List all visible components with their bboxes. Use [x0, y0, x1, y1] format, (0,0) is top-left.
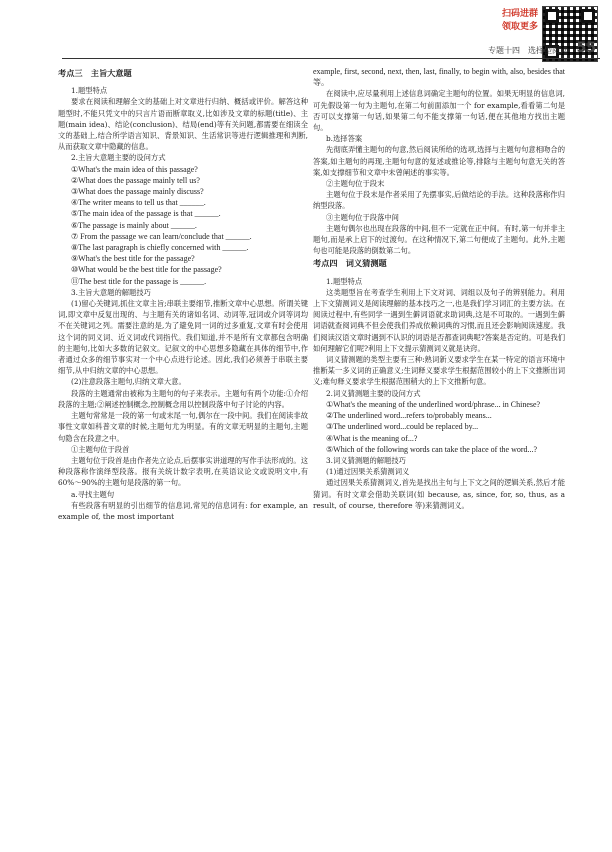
paragraph: 1.题型特点 — [71, 86, 108, 96]
paragraph: 主题句偶尔也出现在段落的中间,但不一定就在正中间。有时,第一句并非主题句,而是承上启下的过渡句。在这种情况下,第二句便成了主题句。此外,主题句也可能是段落的倒数第二句。 — [313, 223, 565, 256]
question-item: ⑩What would be the best title for the passage? — [71, 265, 222, 275]
paragraph: (2)注意段落主题句,归纳文章大意。 — [71, 377, 186, 387]
question-item: ③What does the passage mainly discuss? — [71, 187, 204, 197]
question-item: ⑥The passage is mainly about ______. — [71, 220, 197, 230]
paragraph: 段落的主题通常由被称为主题句的句子来表示。主题句有两个功能:①介绍段落的主题;②阐述控制概念,控制概念用以控制段落中句子讨论的内容。 — [58, 388, 308, 409]
chapter-title: 专题十四 选择型阅读 — [488, 46, 568, 55]
question-item: ⑨What's the best title for the passage? — [71, 254, 195, 264]
paragraph: 这类题型旨在考查学生利用上下文对词、词组以及句子的辨别能力。利用上下文猜测词义是阅读理解的基本技巧之一,也是我们学习词汇的主要方法。在阅读过程中,有些同学一遇到生僻词语就求助词典,这是不可取的。一遇到生僻词语就查阅词典不但会使我们养成依赖词典的习惯,而且还会影响阅读速度。我们阅读汉语文章时遇到不认识的词语是否都查词典呢?答案是否定的。可是我们如何理解它们呢?利用上下文提示猜测词义就是诀窍。 — [313, 287, 566, 353]
question-item: ④What is the meaning of...? — [326, 433, 418, 443]
paragraph: 在阅读中,应尽量利用上述信息词确定主题句的位置。如果无明显的信息词,可先假设第一句为主题句,在第二句前面添加一个 for example,看看第二句是否可以支撑第一句话,如果第二句不能支撑第一句话,便在其他地方找出主题句。 — [313, 89, 565, 133]
paragraph: ③主题句位于段落中间 — [326, 212, 399, 222]
question-item: ⑧The last paragraph is chiefly concerned with ______. — [71, 243, 249, 253]
paragraph: 有些段落有明显的引出细节的信息词,常见的信息词有: for example, an example of, the most important — [58, 500, 308, 521]
paragraph: b.选择答案 — [326, 134, 363, 144]
paragraph: 2.词义猜测题主要的设问方式 — [326, 388, 421, 398]
section-heading: 考点三 主旨大意题 — [58, 68, 132, 78]
right-column — [313, 66, 565, 511]
question-item: ①What's the main idea of this passage? — [71, 164, 198, 174]
header-divider — [62, 58, 600, 59]
paragraph: 主题句位于段末是作者采用了先摆事实,后做结论的手法。这种段落称作归纳型段落。 — [313, 190, 565, 211]
paragraph: 词义猜测题的类型主要有三种:熟词新义要求学生在某一特定的语言环境中推断某一多义词的正确意义;生词释义要求学生根据范围较小的上下文推断出词义;难句释义要求学生根据范围稍大的上下文推断句意。 — [313, 355, 565, 387]
question-item: ④The writer means to tell us that ______. — [71, 198, 206, 208]
paragraph: 1.题型特点 — [326, 276, 363, 286]
page-header — [0, 0, 612, 60]
paragraph: ②主题句位于段末 — [326, 179, 385, 189]
promo-line-2: 领取更多 — [501, 22, 538, 32]
paragraph: 主题句位于段首是由作者先立论点,后摆事实讲道理的写作手法形成的。这种段落称作演绎型段落。报有关统计数字表明,在英语议论文或说明文中,有60%～90%的主题句是段落的第一句。 — [58, 455, 308, 488]
promo-line-1: 扫码进群 — [501, 9, 538, 19]
page-number: 55 — [576, 40, 596, 56]
question-item: ⑦ From the passage we can learn/conclude that ______. — [71, 231, 252, 241]
question-item: ⑤The main idea of the passage is that ______. — [71, 209, 221, 219]
question-item: ③The underlined word...could be replaced by... — [326, 422, 479, 432]
paragraph: 主题句常常是一段的第一句或末尾一句,偶尔在一段中间。我们在阅读非故事性文章如科普文章的时候,主题句尤为明显。有的文章无明显的主题句,主题句隐含在段意之中。 — [58, 411, 308, 443]
question-item: ⑪The best title for the passage is ______. — [71, 276, 207, 286]
left-column — [58, 66, 308, 522]
section-heading: 考点四 词义猜测题 — [313, 258, 387, 269]
question-item: ②What does the passage mainly tell us? — [71, 175, 200, 185]
paragraph: 2.主旨大意题主要的设问方式 — [71, 153, 166, 163]
paragraph: 3.词义猜测题的解题技巧 — [326, 455, 406, 465]
paragraph: example, first, second, next, then, last, finally, to begin with, also, besides that 等。 — [313, 67, 565, 88]
paragraph: a.寻找主题句 — [71, 489, 115, 499]
paragraph: 3.主旨大意题的解题技巧 — [71, 287, 151, 297]
paragraph: 要求在阅读和理解全文的基础上对文章进行归纳、概括或评价。解答这种题型时,不能只凭文中的只言片语而断章取义,比如涉及文章的标题(title)、主题(main idea)、结论(conclusion)、结局(end)等有关问题,都需要在细读全文的基础上,结合所学语言知识、背景知识、生活常识等进行逻辑推理和判断,从而获取文章中隐藏的信息。 — [58, 97, 308, 152]
paragraph: (1)通过因果关系猜测词义 — [326, 467, 410, 477]
paragraph: ①主题句位于段首 — [71, 444, 130, 454]
question-item: ②The underlined word...refers to/probably means... — [326, 411, 492, 421]
paragraph: 先彻底弄懂主题句的句意,然后阅读所给的选项,选择与主题句句意相吻合的答案,如主题句的再现,主题句句意的复述或推论等,排除与主题句句意无关的答案,如支撑细节和文章中未曾阐述的事实等。 — [313, 145, 565, 177]
promo-banner[interactable] — [502, 8, 538, 34]
paragraph: (1)留心关键词,抓住文章主旨;串联主要细节,推断文章中心思想。所谓关键词,即文章中反复出现的、与主题有关的诸如名词、动词等,冠词或介词等词均不在关键词之列。需要注意的是,为了避免同一词的过多重复,文章有时会使用这个词的同义词、近义词或代词指代。我们知道,并不是所有文章都包含明确的主题句,比如大多数的记叙文。记叙文的中心思想多隐藏在具体的细节中,作者通过众多的细节事实对一个中心点进行论述。因此,我们必须善于串联主要细节,从中归纳文章的中心思想。 — [58, 299, 308, 376]
question-item: ⑤Which of the following words can take the place of the word...? — [326, 444, 538, 454]
question-item: ①What's the meaning of the underlined word/phrase... in Chinese? — [326, 399, 541, 409]
paragraph: 通过因果关系猜测词义,首先是找出主句与上下文之间的逻辑关系,然后才能猜词。有时文章会借助关联词(如 because, as, since, for, so, thus, as a result, of course, therefore 等)来猜测词义。 — [313, 478, 565, 510]
